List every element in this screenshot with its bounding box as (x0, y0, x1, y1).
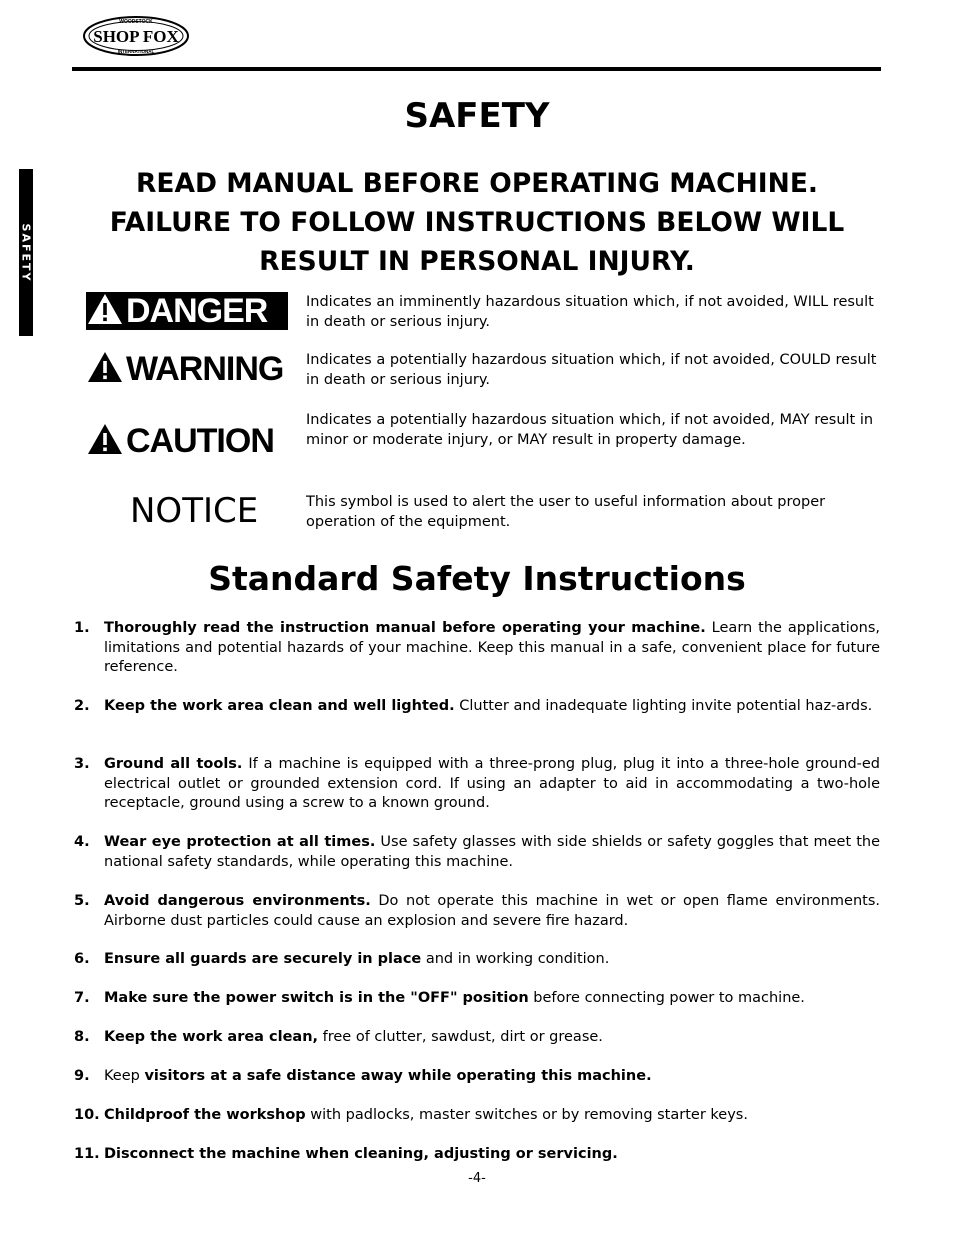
item-text: free of clutter, sawdust, dirt or grease. (318, 1029, 603, 1045)
page-title: SAFETY (404, 96, 550, 136)
section-title: Standard Safety Instructions (208, 559, 746, 598)
side-section-tab (19, 169, 33, 336)
intro-warning (80, 164, 874, 281)
item-number: 8. (74, 1029, 90, 1045)
item-number: 6. (74, 951, 90, 967)
item-number: 3. (74, 756, 90, 772)
item-lead: Childproof the workshop (104, 1107, 306, 1123)
item-lead: Disconnect the machine when cleaning, adjusting or servicing. (104, 1146, 618, 1162)
side-tab-label: SAFETY (19, 223, 33, 282)
notice-label: NOTICE (130, 491, 259, 531)
item-number: 5. (74, 893, 90, 909)
list-item (74, 892, 880, 931)
item-lead: Keep the work area clean, (104, 1029, 319, 1045)
list-item (74, 697, 880, 717)
item-number: 1. (74, 620, 90, 636)
item-lead: visitors at a safe distance away while operating this machine. (144, 1068, 652, 1084)
caution-banner (86, 422, 296, 466)
item-text: Keep (104, 1068, 145, 1084)
warning-description: Indicates a potentially hazardous situation which, if not avoided, COULD result in death or serious injury. (306, 352, 877, 388)
item-lead: Keep the work area clean and well lighted. (104, 698, 455, 714)
list-item (74, 619, 880, 678)
list-item (74, 1067, 880, 1087)
list-item (74, 833, 880, 872)
item-number: 7. (74, 990, 90, 1006)
notice-banner (86, 492, 296, 536)
item-number: 4. (74, 834, 90, 850)
notice-description: This symbol is used to alert the user to useful information about proper operation of the equipment. (306, 494, 826, 530)
logo-small-top: WOODSTOCK (119, 19, 153, 25)
logo-small-bottom: INTERNATIONAL (117, 49, 155, 54)
item-number: 10. (74, 1107, 100, 1123)
intro-line: FAILURE TO FOLLOW INSTRUCTIONS BELOW WILL (109, 207, 845, 238)
page-number: -4- (468, 1171, 486, 1186)
item-number: 11. (74, 1146, 100, 1162)
item-text: Use safety glasses with side shields or safety goggles that meet the national safety standards, while operating this machine. (104, 834, 881, 870)
item-text: Learn the applications, limitations and potential hazards of your machine. Keep this manual in a safe, convenient place for future reference. (104, 620, 880, 675)
item-lead: Avoid dangerous environments. (104, 893, 371, 909)
item-lead: Wear eye protection at all times. (104, 834, 376, 850)
intro-line: RESULT IN PERSONAL INJURY. (259, 246, 695, 277)
item-text: with padlocks, master switches or by removing starter keys. (305, 1107, 748, 1123)
warning-triangle-icon (86, 422, 124, 461)
caution-label: CAUTION (126, 421, 274, 460)
list-item (74, 1106, 880, 1126)
list-item (74, 755, 880, 814)
item-text: Do not operate this machine in wet or open flame environments. Airborne dust particles could cause an explosion and severe fire hazard. (104, 893, 880, 929)
item-text: before connecting power to machine. (528, 990, 805, 1006)
item-lead: Make sure the power switch is in the "OFF" position (104, 990, 529, 1006)
item-number: 2. (74, 698, 90, 714)
header-rule (72, 67, 881, 71)
warning-label: WARNING (126, 349, 284, 388)
item-text: and in working condition. (421, 951, 610, 967)
list-item (74, 1145, 880, 1165)
danger-description: Indicates an imminently hazardous situation which, if not avoided, WILL result in death or serious injury. (306, 294, 874, 330)
warning-triangle-icon (86, 292, 124, 331)
item-lead: Ensure all guards are securely in place (104, 951, 422, 967)
danger-banner (86, 292, 296, 336)
item-number: 9. (74, 1068, 90, 1084)
logo-text: SHOP FOX (93, 27, 179, 46)
intro-line: READ MANUAL BEFORE OPERATING MACHINE. (136, 168, 818, 199)
warning-banner (86, 350, 296, 394)
list-item (74, 950, 880, 970)
warning-triangle-icon (86, 350, 124, 389)
list-item (74, 989, 880, 1009)
item-text: If a machine is equipped with a three-prong plug, plug it into a three-hole ground-ed electrical outlet or grounded extension cord. If using an adapter to aid in accommodating a two-hole receptacle, ground using a screw to a known ground. (104, 756, 881, 811)
item-lead: Thoroughly read the instruction manual before operating your machine. (104, 620, 706, 636)
caution-description: Indicates a potentially hazardous situation which, if not avoided, MAY result in minor or moderate injury, or MAY result in property damage. (306, 412, 874, 448)
shop-fox-logo (82, 14, 190, 58)
list-item (74, 1028, 880, 1048)
item-lead: Ground all tools. (104, 756, 243, 772)
danger-label: DANGER (126, 291, 268, 330)
item-text: Clutter and inadequate lighting invite potential haz-ards. (454, 698, 873, 714)
